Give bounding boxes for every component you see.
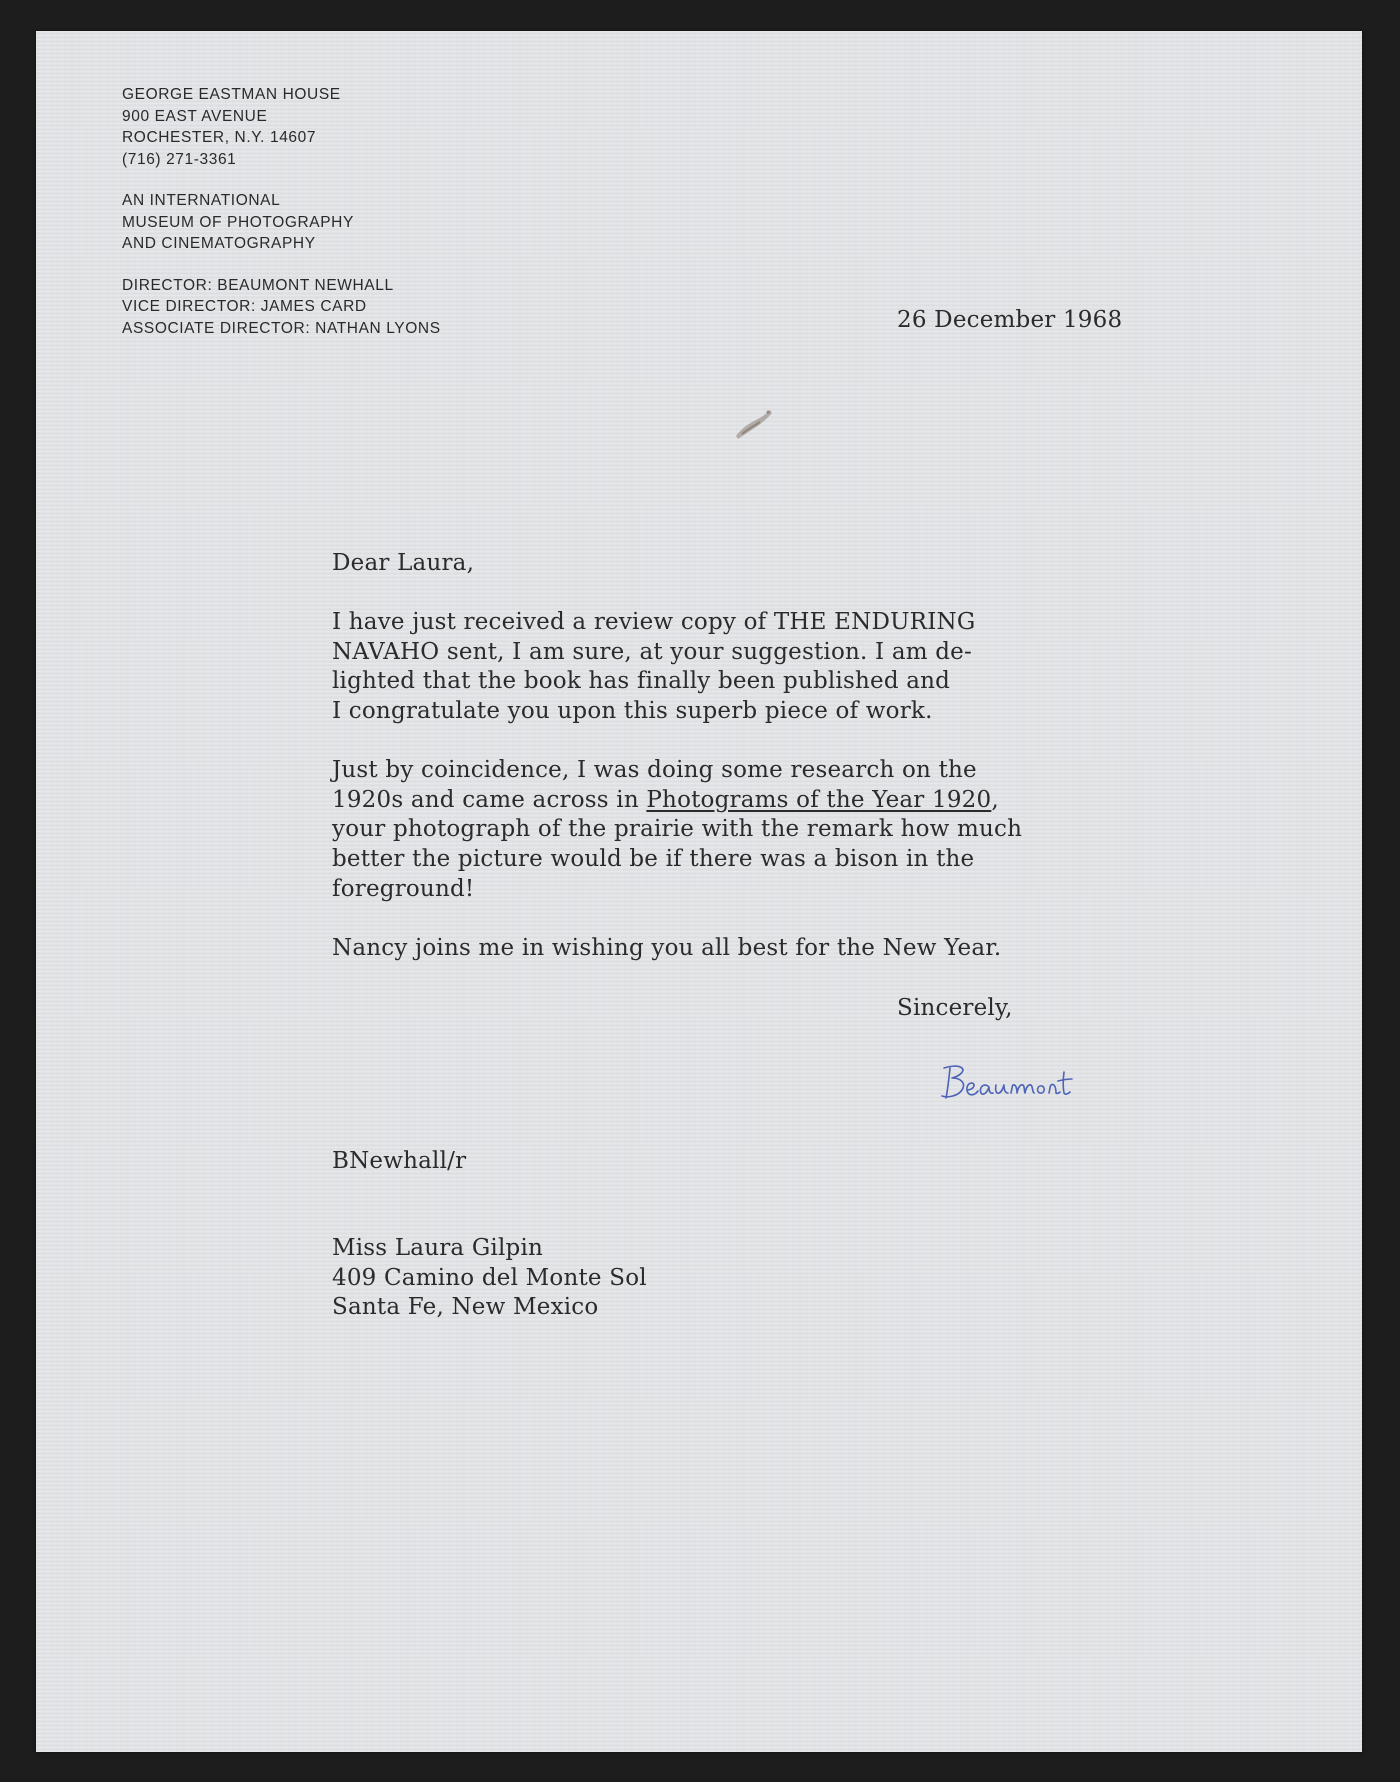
letterhead-line: 900 EAST AVENUE bbox=[122, 107, 268, 125]
salutation bbox=[332, 549, 1232, 579]
letterhead-line: MUSEUM OF PHOTOGRAPHY bbox=[122, 213, 354, 231]
address-line: Miss Laura Gilpin bbox=[332, 1235, 544, 1261]
body-line: I congratulate you upon this superb piece of work. bbox=[332, 697, 933, 724]
body-line: NAVAHO sent, I am sure, at your suggestion. I am de- bbox=[332, 638, 972, 665]
address-line: Santa Fe, New Mexico bbox=[332, 1294, 599, 1321]
body-line: lighted that the book has finally been published and bbox=[332, 668, 951, 695]
letterhead-mission bbox=[122, 190, 441, 255]
letter-date: 26 December 1968 bbox=[897, 307, 1123, 333]
letterhead-line: GEORGE EASTMAN HOUSE bbox=[122, 86, 341, 103]
letterhead bbox=[122, 84, 441, 359]
letterhead-line: ASSOCIATE DIRECTOR: NATHAN LYONS bbox=[122, 319, 441, 337]
letterhead-line: DIRECTOR: BEAUMONT NEWHALL bbox=[122, 276, 394, 294]
letterhead-line: AN INTERNATIONAL bbox=[122, 192, 281, 209]
letter-body bbox=[332, 549, 1232, 993]
address-line: 409 Camino del Monte Sol bbox=[332, 1264, 647, 1291]
closing: Sincerely, bbox=[897, 995, 1013, 1021]
body-line: Just by coincidence, I was doing some research on the bbox=[332, 757, 977, 784]
body-text-segment: , bbox=[991, 786, 999, 813]
paragraph-2 bbox=[332, 756, 1232, 904]
letterhead-line: (716) 271-3361 bbox=[122, 150, 237, 168]
salutation-text: Dear Laura, bbox=[332, 550, 475, 576]
body-line: foreground! bbox=[332, 875, 475, 902]
handwritten-signature bbox=[936, 1056, 1096, 1116]
signature-text: Beaumont bbox=[936, 1114, 941, 1115]
letterhead-staff bbox=[122, 275, 441, 340]
body-text-segment: 1920s and came across in bbox=[332, 786, 647, 813]
letterhead-line: ROCHESTER, N.Y. 14607 bbox=[122, 129, 317, 146]
paragraph-1 bbox=[332, 608, 1232, 726]
body-line: Nancy joins me in wishing you all best for the New Year. bbox=[332, 934, 1002, 961]
paragraph-3 bbox=[332, 934, 1232, 964]
letterhead-line: AND CINEMATOGRAPHY bbox=[122, 235, 316, 252]
letterhead-line: VICE DIRECTOR: JAMES CARD bbox=[122, 298, 367, 315]
body-line: I have just received a review copy of THE ENDURING bbox=[332, 609, 976, 636]
letter-sheet bbox=[36, 31, 1362, 1752]
body-line: your photograph of the prairie with the remark how much bbox=[332, 816, 1023, 843]
body-line-with-title bbox=[332, 786, 1232, 816]
recipient-address bbox=[332, 1234, 647, 1323]
body-line: better the picture would be if there was a bison in the bbox=[332, 845, 975, 872]
ink-smudge-mark bbox=[732, 406, 776, 442]
letterhead-organization bbox=[122, 84, 441, 170]
typist-initials: BNewhall/r bbox=[332, 1148, 467, 1174]
book-title-underlined: Photograms of the Year 1920 bbox=[646, 786, 992, 813]
